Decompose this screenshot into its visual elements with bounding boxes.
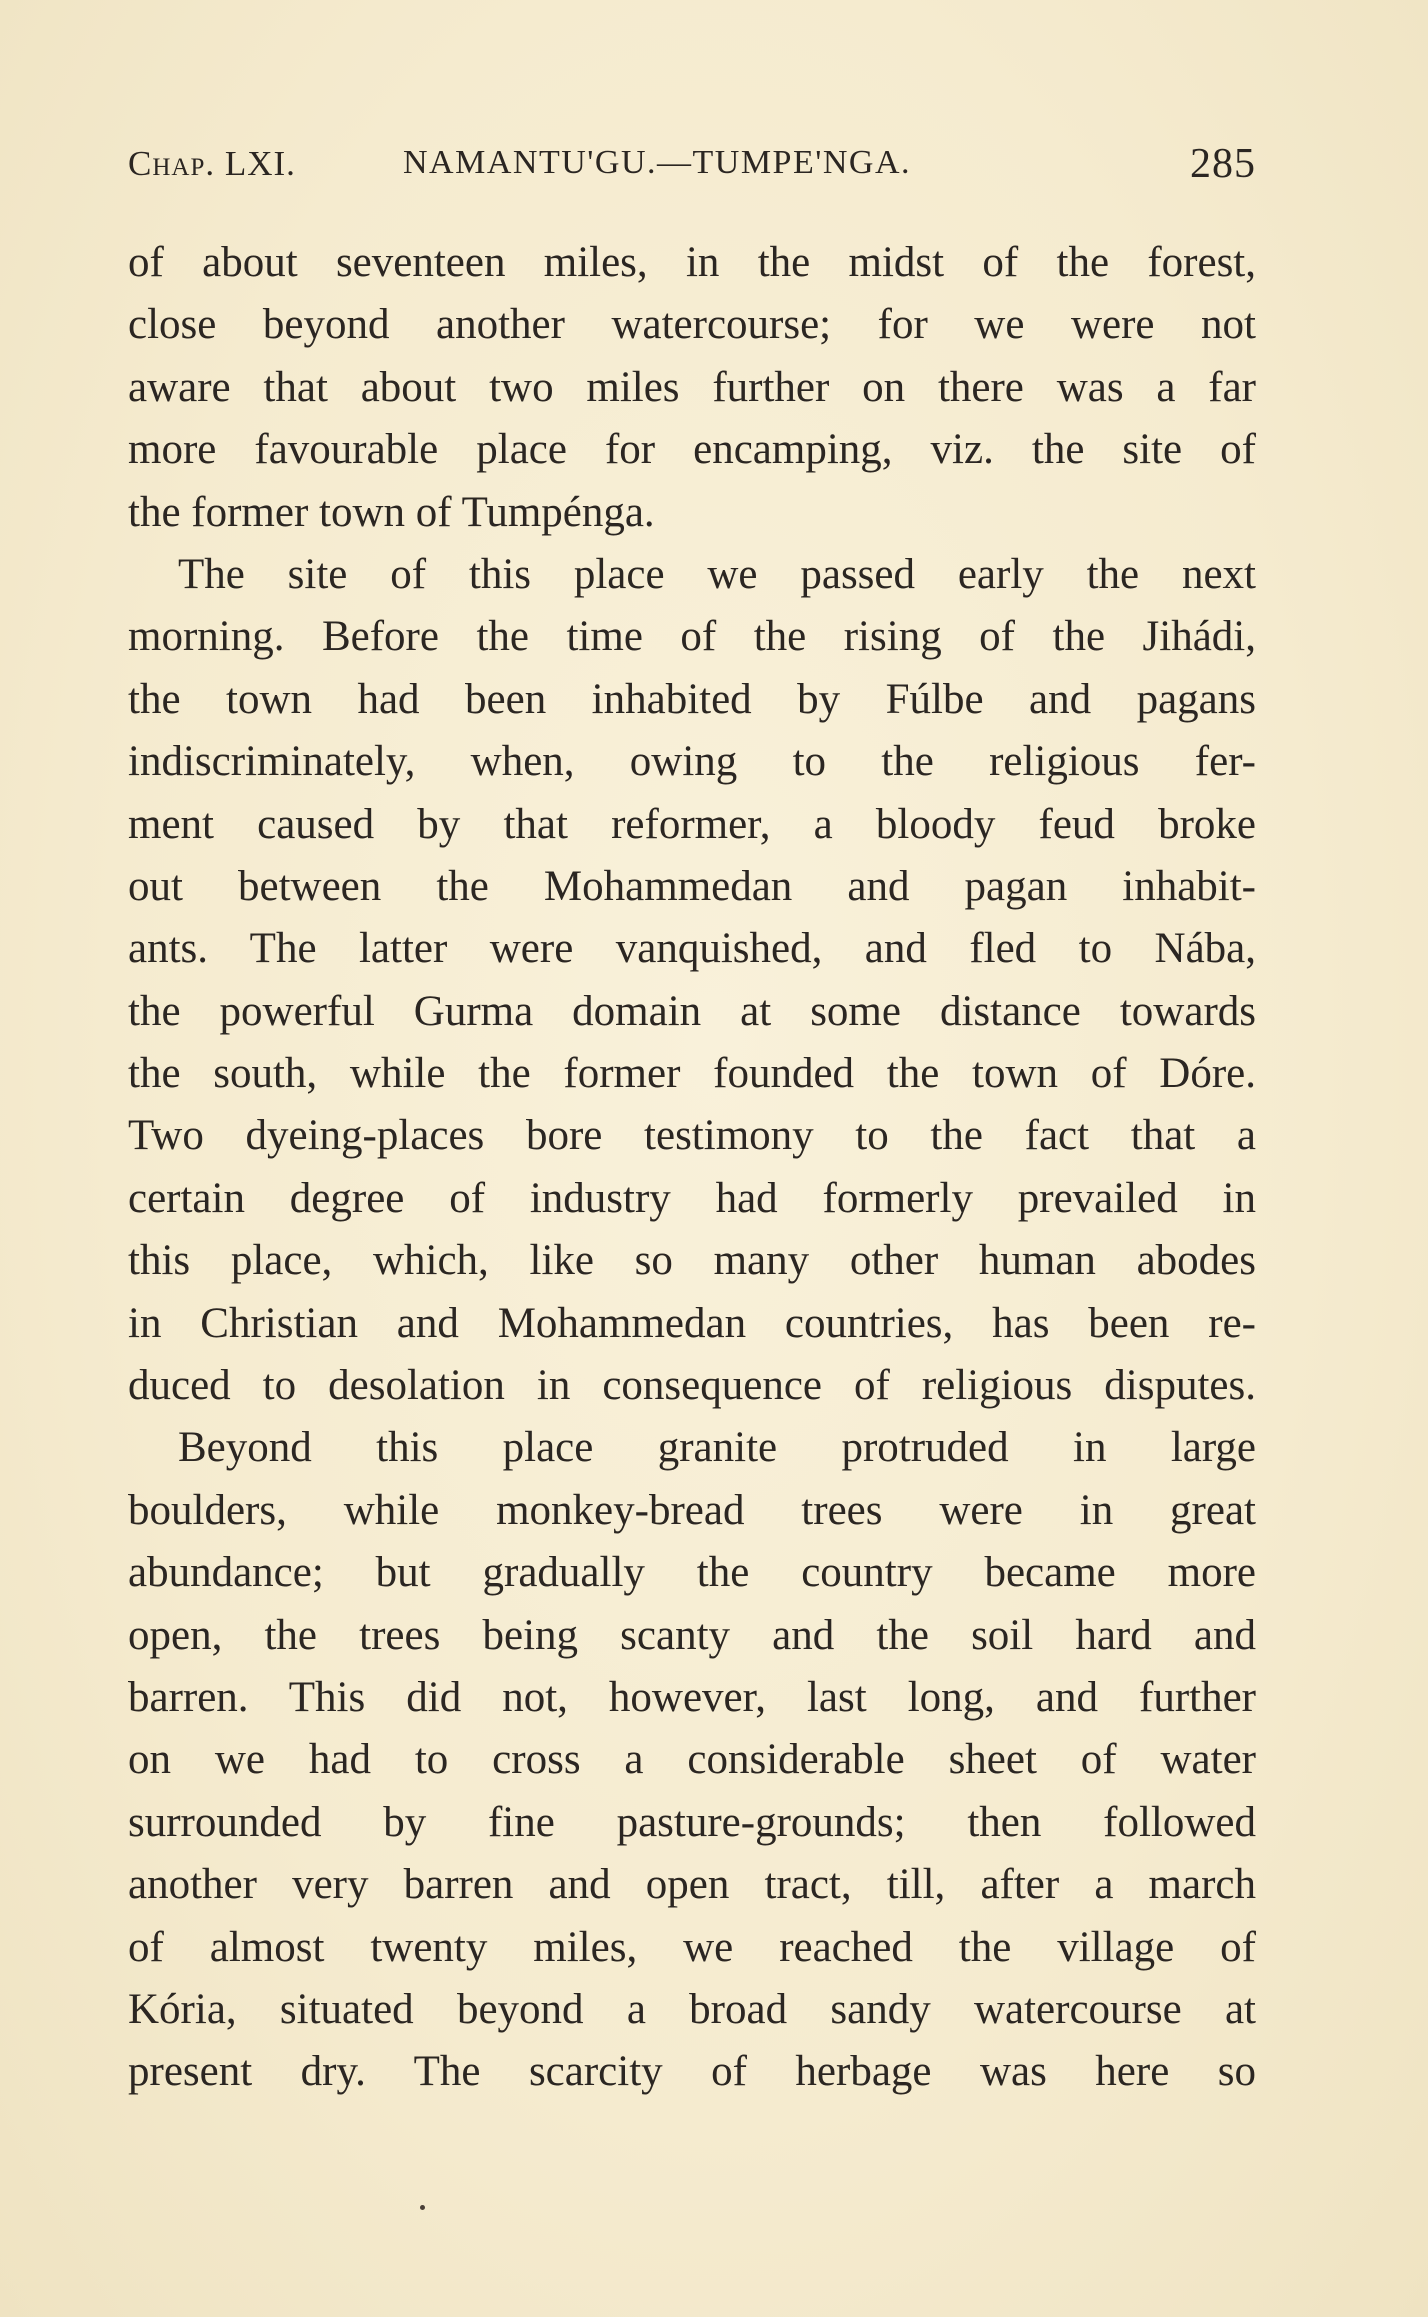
text-line: another very barren and open tract, till, after a march xyxy=(128,1861,1256,1909)
text-line: duced to desolation in consequence of religious disputes. xyxy=(128,1362,1256,1410)
text-line: present dry. The scarcity of herbage was here so xyxy=(128,2048,1256,2096)
text-line: of about seventeen miles, in the midst of the forest, xyxy=(128,239,1256,286)
text-line: aware that about two miles further on there was a far xyxy=(128,363,1256,411)
text-line: barren. This did not, however, last long, and further xyxy=(128,1673,1256,1721)
text-line: on we had to cross a considerable sheet of water xyxy=(128,1736,1256,1784)
running-title: NAMANTU'GU.—TUMPE'NGA. xyxy=(403,144,912,181)
text-line: more favourable place for encamping, viz. the site of xyxy=(128,426,1256,474)
text-line: the south, while the former founded the town of Dóre. xyxy=(128,1050,1256,1098)
text-line: the town had been inhabited by Fúlbe and pagans xyxy=(128,675,1256,723)
text-line: morning. Before the time of the rising of the Jihádi, xyxy=(128,613,1256,661)
body-text xyxy=(128,232,1256,2104)
text-line: close beyond another watercourse; for we were not xyxy=(128,301,1256,349)
text-line: certain degree of industry had formerly prevailed in xyxy=(128,1174,1256,1222)
text-line: the powerful Gurma domain at some distance towards xyxy=(128,987,1256,1035)
text-line: surrounded by fine pasture-grounds; then followed xyxy=(128,1798,1256,1846)
page-number: 285 xyxy=(1190,141,1256,187)
text-line: the former town of Tumpénga. xyxy=(128,488,655,536)
text-line: in Christian and Mohammedan countries, has been re- xyxy=(128,1299,1256,1347)
text-line: indiscriminately, when, owing to the religious fer- xyxy=(128,738,1256,786)
paragraph-start-line: Beyond this place granite protruded in large xyxy=(178,1424,1256,1472)
text-line: boulders, while monkey-bread trees were in great xyxy=(128,1486,1256,1534)
text-line: ment caused by that reformer, a bloody feud broke xyxy=(128,800,1256,848)
text-line: this place, which, like so many other human abodes xyxy=(128,1237,1256,1285)
text-line: abundance; but gradually the country became more xyxy=(128,1549,1256,1597)
chapter-label: Chap. LXI. xyxy=(128,144,296,183)
text-line: Two dyeing-places bore testimony to the fact that a xyxy=(128,1112,1256,1160)
paragraph-start-line: The site of this place we passed early the next xyxy=(178,550,1256,598)
text-line: out between the Mohammedan and pagan inhabit- xyxy=(128,862,1256,910)
text-line: of almost twenty miles, we reached the village of xyxy=(128,1923,1256,1971)
ink-speck xyxy=(420,2205,425,2210)
running-head xyxy=(128,140,1256,200)
text-line: open, the trees being scanty and the soil hard and xyxy=(128,1611,1256,1659)
text-line: Kória, situated beyond a broad sandy watercourse at xyxy=(128,1985,1256,2033)
text-line: ants. The latter were vanquished, and fled to Nába, xyxy=(128,925,1256,973)
